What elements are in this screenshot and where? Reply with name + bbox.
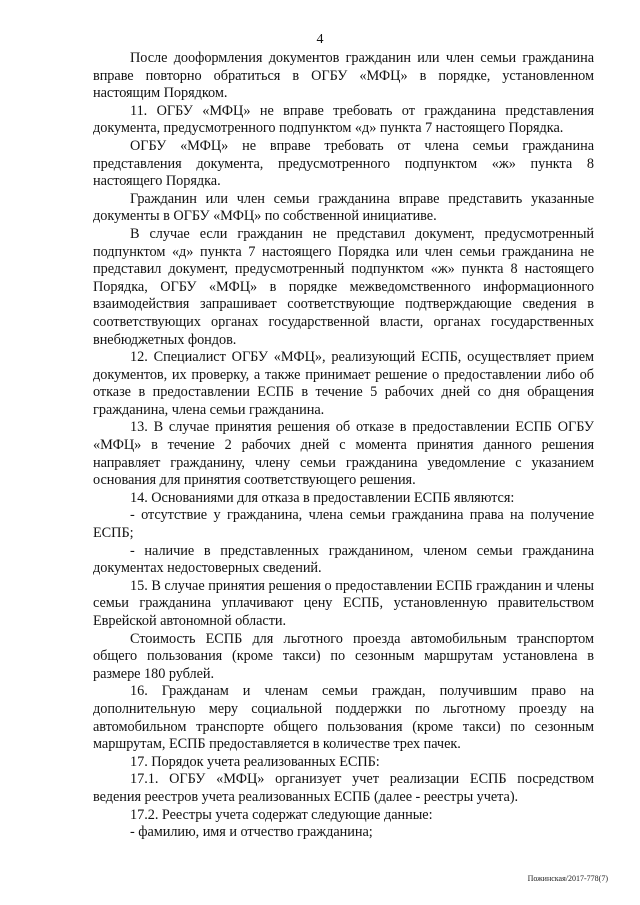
paragraph-11: 11. ОГБУ «МФЦ» не вправе требовать от гражданина представления документа, предусмотренного подпунктом «д» пункта 7 настоящего Порядка.	[93, 102, 594, 137]
paragraph-12: 12. Специалист ОГБУ «МФЦ», реализующий ЕСПБ, осуществляет прием документов, их проверку, а также принимает решение о предоставлении либо об отказе в предоставлении ЕСПБ в течение 5 рабочих дней со дня обращения гражданина, члена семьи гражданина.	[93, 349, 594, 418]
paragraph-16: 16. Гражданам и членам семьи граждан, получившим право на дополнительную меру социальной поддержки по льготному проезду на автомобильном транспорте общего пользования (кроме такси) по сезонным маршрутам, ЕСПБ предоставляется в количестве трех пачек.	[93, 683, 594, 753]
page-number: 4	[316, 32, 324, 47]
paragraph-11-family: ОГБУ «МФЦ» не вправе требовать от члена семьи гражданина представления документа, предусмотренного подпунктом «ж» пункта 8 настоящего Порядка.	[93, 137, 594, 190]
paragraph-14-item-1: - отсутствие у гражданина, члена семьи гражданина права на получение ЕСПБ;	[93, 507, 594, 542]
paragraph-13: 13. В случае принятия решения об отказе в предоставлении ЕСПБ ОГБУ «МФЦ» в течение 2 рабочих дней с момента принятия данного решения направляет гражданину, члену семьи гражданина уведомление с указанием основания для принятия соответствующего решения.	[93, 419, 594, 489]
paragraph-17: 17. Порядок учета реализованных ЕСПБ:	[130, 753, 380, 770]
paragraph-17-1: 17.1. ОГБУ «МФЦ» организует учет реализации ЕСПБ посредством ведения реестров учета реализованных ЕСПБ (далее - реестры учета).	[93, 771, 594, 805]
paragraph-15: 15. В случае принятия решения о предоставлении ЕСПБ гражданин и члены семьи гражданина уплачивают цену ЕСПБ, установленную правительством Еврейской автономной области.	[93, 577, 594, 629]
document-body	[93, 50, 594, 842]
paragraph-17-2-item-1: - фамилию, имя и отчество гражданина;	[130, 824, 373, 841]
paragraph-15-price: Стоимость ЕСПБ для льготного проезда автомобильным транспортом общего пользования (кроме такси) по сезонным маршрутам установлена в размере 180 рублей.	[93, 630, 594, 682]
paragraph-14: 14. Основаниями для отказа в предоставлении ЕСПБ являются:	[130, 489, 515, 506]
paragraph-11-own-initiative: Гражданин или член семьи гражданина вправе представить указанные документы в ОГБУ «МФЦ» по собственной инициативе.	[93, 190, 594, 225]
document-footer-code: Пожинская/2017-778(7)	[527, 874, 608, 883]
paragraph-11-interagency: В случае если гражданин не представил документ, предусмотренный подпунктом «д» пункта 7 настоящего Порядка или член семьи гражданина не представил документ, предусмотренный подпунктом «ж» пункта 8 настоящего Порядка, ОГБУ «МФЦ» в порядке межведомственного информационного взаимодействия запрашивает соответствующие подтверждающие сведения в соответствующих органах государственной власти, органах государственных внебюджетных фондов.	[93, 225, 594, 348]
paragraph-17-2: 17.2. Реестры учета содержат следующие данные:	[130, 806, 433, 823]
paragraph-reapply: После дооформления документов гражданин или член семьи гражданина вправе повторно обратиться в ОГБУ «МФЦ» в порядке, установленном настоящим Порядком.	[93, 50, 594, 102]
paragraph-14-item-2: - наличие в представленных гражданином, членом семьи гражданина документах недостоверных сведений.	[93, 542, 594, 577]
